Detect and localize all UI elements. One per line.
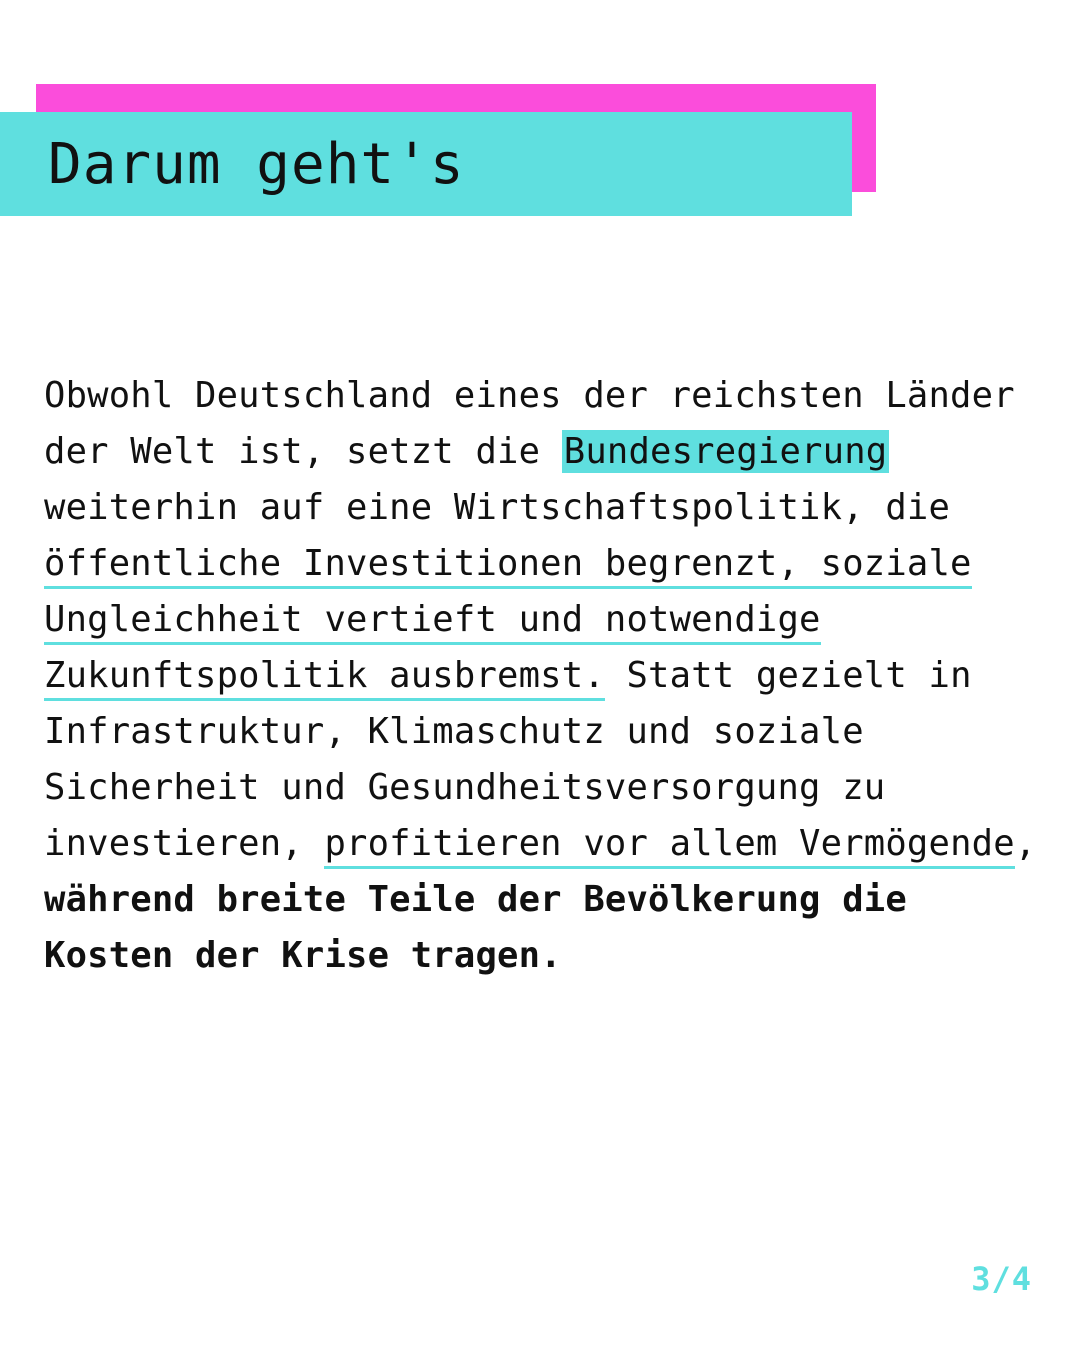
page-counter: 3/4 xyxy=(971,1260,1032,1298)
text-segment-plain-1: Obwohl Deutschland eines der reichsten Länder der Welt ist, setzt die xyxy=(44,375,1015,472)
title-cyan-bar xyxy=(0,112,852,216)
text-underline-vermoegende: profitieren vor allem Vermögende xyxy=(324,823,1014,869)
text-segment-plain-3: Statt gezielt in Infrastruktur, Klimaschutz und soziale Sicherheit und Gesundheitsversorgung zu investieren, xyxy=(44,655,972,864)
text-underline-investitionen: öffentliche Investitionen begrenzt, soziale Ungleichheit vertieft und notwendige Zukunftspolitik ausbremst. xyxy=(44,543,972,701)
title-block xyxy=(0,84,1080,234)
text-segment-plain-2: weiterhin auf eine Wirtschaftspolitik, die xyxy=(44,487,951,528)
page-title: Darum geht's xyxy=(48,131,465,197)
text-bold-bevoelkerung: während breite Teile der Bevölkerung die Kosten der Krise tragen. xyxy=(44,879,907,976)
body-text xyxy=(44,368,1044,984)
text-segment-plain-4: , xyxy=(1014,823,1037,864)
text-highlight-bundesregierung: Bundesregierung xyxy=(563,431,888,472)
